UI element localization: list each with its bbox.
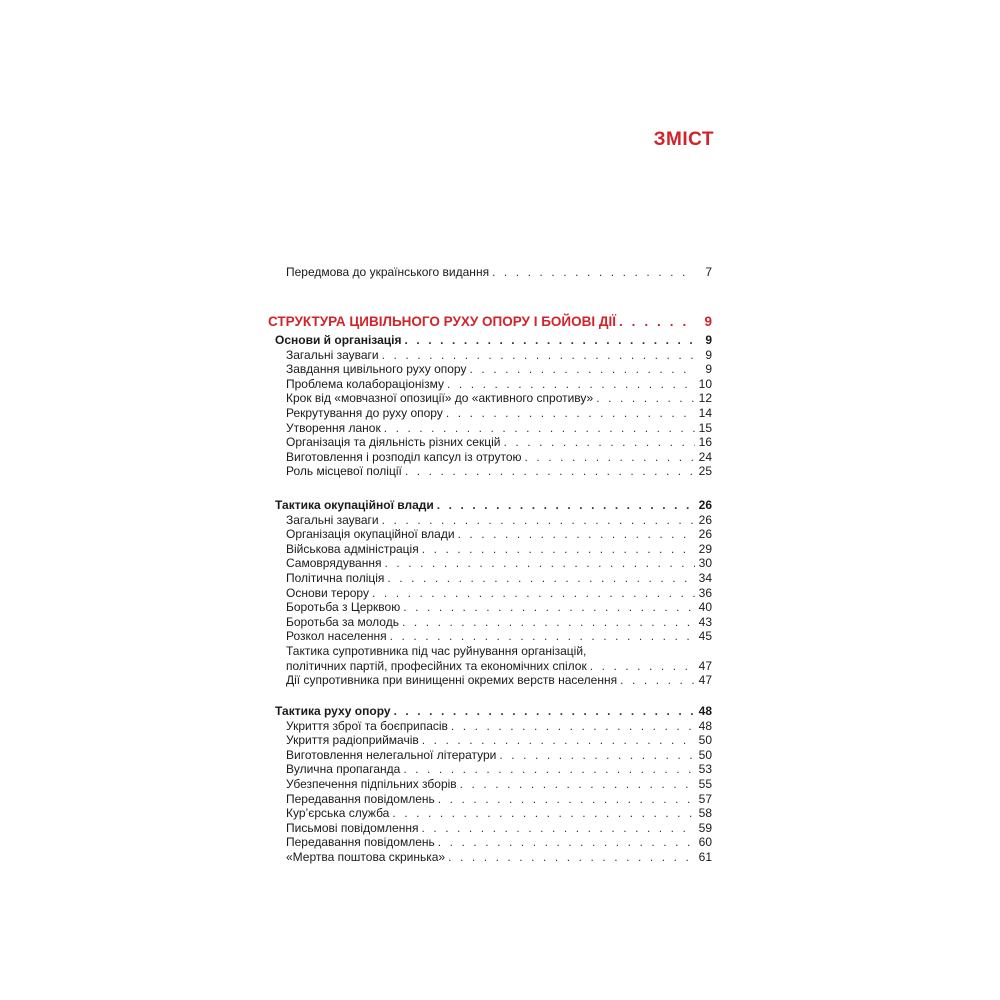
toc-entry-page: 57 (698, 791, 712, 806)
toc-entry-page: 47 (698, 658, 712, 673)
toc-entry-page: 48 (698, 704, 712, 718)
leader-dots (422, 733, 695, 748)
toc-entry-label: Боротьба за молодь (286, 614, 399, 629)
toc-entry[interactable] (268, 435, 712, 450)
toc-entry-page: 7 (705, 265, 712, 279)
toc-section-3-items (268, 719, 712, 865)
toc-entry-label: Рекрутування до руху опору (286, 405, 443, 420)
leader-dots (460, 777, 695, 792)
toc-entry-page: 36 (698, 585, 712, 600)
toc-entry-label: Виготовлення нелегальної літератури (286, 747, 497, 762)
toc-section-heading[interactable] (268, 333, 712, 348)
toc-entry-label: Крок від «мовчазної опозиції» до «активного спротиву» (286, 391, 594, 406)
leader-dots (422, 542, 695, 557)
leader-dots (438, 792, 695, 807)
toc-entry[interactable] (268, 850, 712, 865)
toc-entry-label: Укриття зброї та боєприпасів (286, 718, 448, 733)
toc-entry-page: 48 (698, 718, 712, 733)
toc-entry[interactable] (268, 806, 712, 821)
toc-entry[interactable] (268, 615, 712, 630)
toc-entry-multiline[interactable] (268, 644, 712, 673)
toc-entry-page: 45 (698, 629, 712, 644)
toc-entry-page: 26 (698, 527, 712, 542)
toc-entry-label: Загальні зауваги (286, 512, 379, 527)
toc-entry[interactable] (268, 377, 712, 392)
toc-entry-page: 43 (698, 614, 712, 629)
toc-section-3 (268, 704, 712, 865)
toc-entry-label-line1: Тактика супротивника під час руйнування організацій, (286, 643, 587, 658)
toc-entry[interactable] (268, 406, 712, 421)
toc-entry-label: Дії супротивника при винищенні окремих верств населення (286, 673, 618, 688)
toc-entry-label: СТРУКТУРА ЦИВІЛЬНОГО РУХУ ОПОРУ І БОЙОВІ ДІЇ (268, 314, 616, 329)
leader-dots (403, 600, 695, 615)
toc-entry-page: 30 (698, 556, 712, 571)
leader-dots (458, 527, 695, 542)
toc-entry-page: 12 (698, 391, 712, 406)
leader-dots (503, 435, 695, 450)
toc-section-1-items (268, 348, 712, 479)
toc-entry-page: 16 (698, 435, 712, 450)
toc-entry[interactable] (268, 464, 712, 479)
toc-entry-page: 59 (698, 820, 712, 835)
toc-entry-label: Тактика руху опору (275, 704, 391, 718)
toc-entry-page: 34 (698, 570, 712, 585)
toc-entry-label: Організація та діяльність різних секцій (286, 435, 501, 450)
toc-entry-label: Вулична пропаганда (286, 762, 401, 777)
toc-entry-page: 9 (705, 362, 712, 377)
leader-dots (492, 265, 695, 280)
toc-entry-page: 15 (698, 420, 712, 435)
toc-section-heading[interactable] (268, 498, 712, 513)
toc-entry[interactable] (268, 792, 712, 807)
toc-entry[interactable] (268, 733, 712, 748)
leader-dots (438, 835, 695, 850)
toc-entry-label: Військова адміністрація (286, 541, 419, 556)
toc-entry[interactable] (268, 542, 712, 557)
toc-entry-label: Політична поліція (286, 570, 385, 585)
toc-entry-label: Самоврядування (286, 556, 382, 571)
toc-entry-page: 9 (705, 347, 712, 362)
toc-entry-page: 10 (698, 376, 712, 391)
toc-entry-page: 26 (698, 498, 712, 512)
toc-entry-label: Укриття радіоприймачів (286, 733, 419, 748)
toc-entry[interactable] (268, 421, 712, 436)
toc-entry[interactable] (268, 673, 712, 688)
toc-entry[interactable] (268, 586, 712, 601)
toc-entry-page: 24 (698, 449, 712, 464)
toc-entry-page: 26 (698, 512, 712, 527)
toc-entry-page: 50 (698, 733, 712, 748)
leader-dots (451, 719, 695, 734)
toc-entry-label: Розкол населення (286, 629, 387, 644)
toc-entry[interactable] (268, 629, 712, 644)
toc-entry-label: Передавання повідомлень (286, 835, 435, 850)
page-title: ЗМІСТ (653, 129, 714, 150)
toc-section-2 (268, 498, 712, 688)
toc-entry-label: Утворення ланок (286, 420, 381, 435)
toc-entry-label: Виготовлення і розподіл капсул із отрутою (286, 449, 522, 464)
leader-dots (620, 673, 695, 688)
leader-dots (499, 748, 695, 763)
leader-dots (469, 362, 695, 377)
toc-entry-page: 9 (704, 314, 712, 329)
toc-entry-label: Письмові повідомлення (286, 820, 419, 835)
leader-dots (392, 806, 695, 821)
toc-chapter (268, 315, 712, 330)
leader-dots (446, 406, 695, 421)
toc-entry[interactable] (268, 513, 712, 528)
leader-dots (448, 850, 695, 865)
toc-entry-page: 50 (698, 747, 712, 762)
toc-entry-label: Проблема колабораціонізму (286, 376, 444, 391)
leader-dots (405, 333, 696, 348)
toc-entry-label: Кур’єрська служба (286, 806, 390, 821)
leader-dots (596, 391, 695, 406)
toc-entry[interactable] (268, 527, 712, 542)
toc-entry-label: Убезпечення підпільних зборів (286, 776, 457, 791)
leader-dots (590, 659, 695, 674)
toc-entry-chapter[interactable] (268, 315, 712, 330)
toc-entry-label: Загальні зауваги (286, 347, 379, 362)
toc-entry[interactable] (268, 821, 712, 836)
leader-dots (403, 762, 695, 777)
toc-section-heading[interactable] (268, 704, 712, 719)
leader-dots (525, 450, 696, 465)
toc-entry-page: 29 (698, 541, 712, 556)
leader-dots (394, 704, 695, 719)
leader-dots (382, 348, 695, 363)
toc-entry-page: 61 (698, 849, 712, 864)
toc-entry-page: 9 (705, 333, 712, 347)
toc-entry-label: Основи терору (286, 585, 369, 600)
toc-entry-label: Передавання повідомлень (286, 791, 435, 806)
toc-entry-label: Передмова до українського видання (286, 265, 490, 279)
toc-entry-label: Основи й організація (275, 333, 402, 347)
leader-dots (421, 821, 695, 836)
leader-dots (390, 629, 695, 644)
toc-entry-label: Завдання цивільного руху опору (286, 362, 467, 377)
toc-entry-page: 14 (698, 405, 712, 420)
toc-entry[interactable] (268, 600, 712, 615)
toc-entry[interactable] (268, 777, 712, 792)
leader-dots (405, 464, 695, 479)
toc-entry-label: Роль місцевої поліції (286, 464, 402, 479)
toc-entry-page: 55 (698, 776, 712, 791)
toc-entry-page: 25 (698, 464, 712, 479)
toc-entry[interactable] (268, 450, 712, 465)
toc-entry-page: 47 (698, 673, 712, 688)
leader-dots (384, 556, 695, 571)
toc-entry[interactable] (268, 748, 712, 763)
leader-dots (402, 615, 695, 630)
toc-entry-label: Боротьба з Церквою (286, 600, 401, 615)
toc-section-2-items (268, 513, 712, 644)
toc-intro (268, 265, 712, 280)
leader-dots (447, 377, 695, 392)
toc-entry-page: 60 (698, 835, 712, 850)
toc-entry-label: Організація окупаційної влади (286, 527, 455, 542)
toc-entry[interactable] (268, 556, 712, 571)
toc-entry[interactable] (268, 348, 712, 363)
leader-dots (382, 513, 695, 528)
toc-entry-label-line2: політичних партій, професійних та економічних спілок (286, 658, 587, 673)
toc-entry-page: 58 (698, 806, 712, 821)
toc-entry-page: 40 (698, 600, 712, 615)
toc-entry-page: 53 (698, 762, 712, 777)
toc-entry[interactable] (268, 762, 712, 777)
leader-dots (619, 315, 695, 330)
leader-dots (437, 498, 695, 513)
toc-entry-label: «Мертва поштова скринька» (286, 849, 446, 864)
leader-dots (387, 571, 695, 586)
toc-entry[interactable] (268, 391, 712, 406)
toc-entry[interactable] (268, 571, 712, 586)
leader-dots (384, 421, 695, 436)
toc-entry-intro[interactable] (268, 265, 712, 280)
toc-entry-label: Тактика окупаційної влади (275, 498, 434, 512)
toc-entry[interactable] (268, 362, 712, 377)
toc-entry[interactable] (268, 719, 712, 734)
toc-entry[interactable] (268, 835, 712, 850)
leader-dots (372, 586, 695, 601)
toc-section-1 (268, 333, 712, 479)
